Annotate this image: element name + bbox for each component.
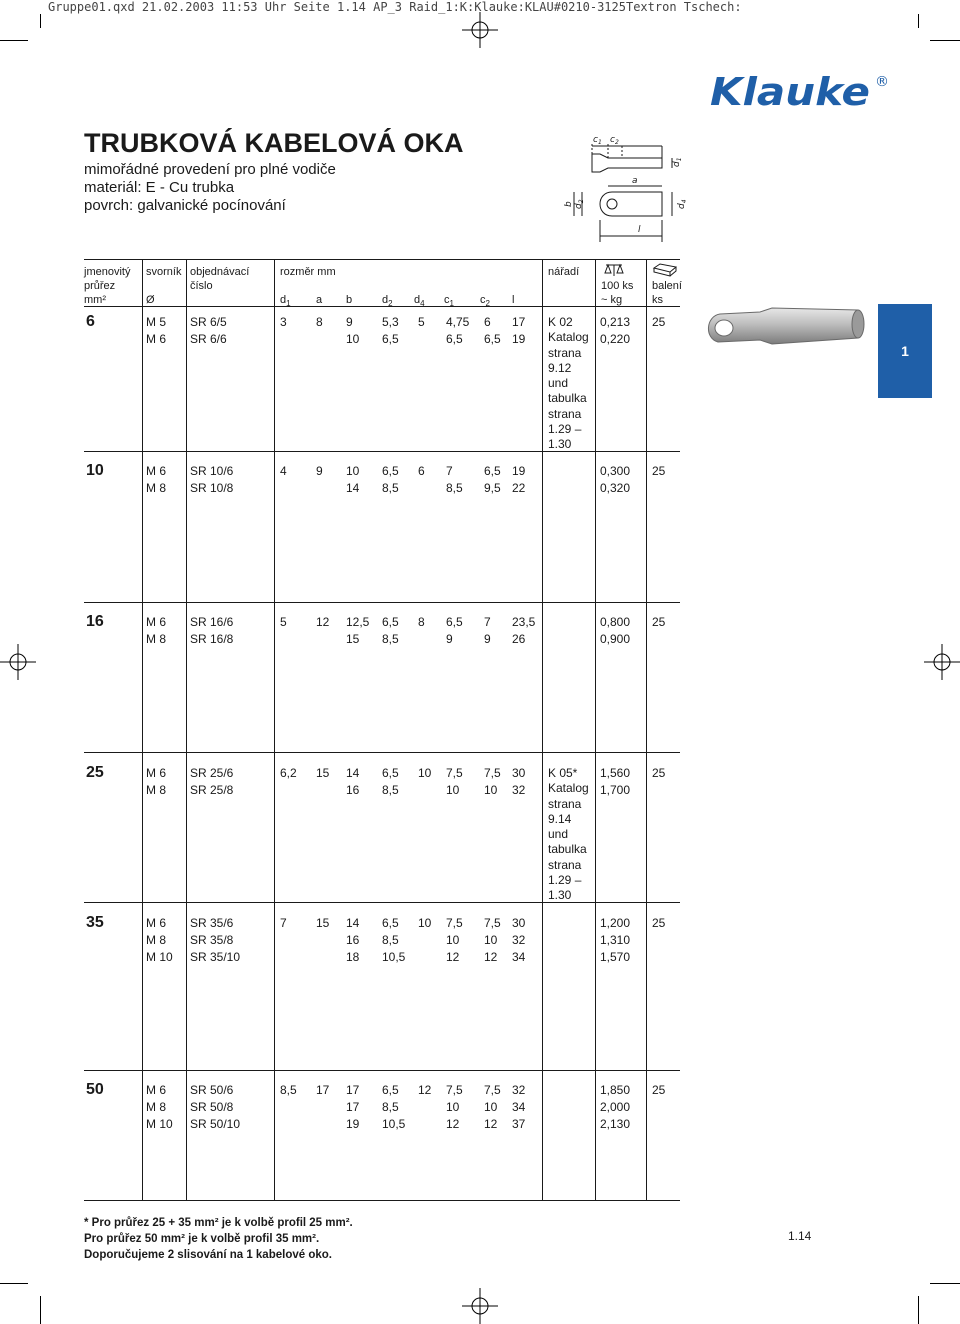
cell-d4: 8	[418, 615, 425, 629]
column-separator	[595, 259, 596, 306]
svg-text:d4	[677, 199, 688, 209]
col-stud-header-3: Ø	[146, 294, 155, 306]
column-separator	[186, 259, 187, 306]
cell-b: 16	[346, 783, 360, 797]
col-stud-header-1: svorník	[146, 266, 182, 278]
cell-stud: M 8	[146, 783, 167, 797]
col-tool-header: nářadí	[548, 266, 580, 278]
dim-label-sub: 1	[676, 157, 683, 162]
cell-pack: 25	[652, 766, 666, 780]
col-d2-header	[382, 293, 393, 308]
cell-pack: 25	[652, 464, 666, 478]
svg-text:d2	[574, 199, 585, 209]
col-a-header: a	[316, 294, 323, 306]
cell-d1: 8,5	[280, 1083, 297, 1097]
cell-d2: 8,5	[382, 1100, 399, 1114]
cell-b: 12,5	[346, 615, 370, 629]
crop-mark	[930, 40, 960, 41]
dim-label: a	[632, 176, 638, 186]
col-d2-sub: 2	[388, 299, 393, 308]
cell-stud: M 6	[146, 332, 167, 346]
scale-icon	[604, 263, 624, 277]
cell-d1: 7	[280, 916, 287, 930]
col-l-header: l	[512, 294, 515, 306]
cell-c1: 7,5	[446, 916, 463, 930]
cell-b: 10	[346, 332, 360, 346]
cell-l: 19	[512, 332, 526, 346]
cell-b: 14	[346, 766, 360, 780]
cell-l: 32	[512, 933, 526, 947]
cell-d2: 8,5	[382, 933, 399, 947]
subtitle-material: materiál: E - Cu trubka	[84, 179, 235, 196]
cell-b: 10	[346, 464, 360, 478]
dim-label: d	[672, 161, 682, 167]
cell-b: 17	[346, 1100, 360, 1114]
dim-label: d	[574, 203, 584, 209]
cell-c2: 6	[484, 315, 491, 329]
section-rule	[84, 451, 680, 452]
section-rule	[84, 602, 680, 603]
col-c1-header	[444, 293, 454, 308]
cell-kg: 0,320	[600, 481, 631, 495]
cell-tool: K 05* Katalog strana 9.14 und tabulka strana 1.29 – 1.30	[548, 766, 589, 903]
cell-c2: 7	[484, 615, 491, 629]
subtitle-surface: povrch: galvanické pocínování	[84, 197, 286, 214]
cell-pack: 25	[652, 315, 666, 329]
svg-text:c1	[593, 135, 602, 146]
crop-mark	[0, 40, 28, 41]
cell-c2: 9	[484, 632, 491, 646]
cell-b: 18	[346, 950, 360, 964]
col-c2-header	[480, 293, 490, 308]
cell-b: 14	[346, 916, 360, 930]
cell-l: 32	[512, 783, 526, 797]
column-separator	[646, 306, 647, 1200]
col-d1-label: d	[280, 294, 287, 306]
cell-d4: 10	[418, 916, 432, 930]
cell-d2: 10,5	[382, 1117, 406, 1131]
svg-text:d1	[672, 157, 683, 167]
cell-tool: K 02 Katalog strana 9.12 und tabulka strana 1.29 – 1.30	[548, 315, 589, 452]
cell-stud: M 6	[146, 766, 167, 780]
col-c2-label: c	[480, 294, 486, 306]
subtitle-conductor: mimořádné provedení pro plné vodiče	[84, 161, 336, 178]
cell-d1: 3	[280, 315, 287, 329]
cell-kg: 1,560	[600, 766, 631, 780]
cell-pack: 25	[652, 1083, 666, 1097]
section-cross-section: 10	[86, 462, 104, 479]
dim-label-sub: 2	[578, 199, 585, 204]
cell-order: SR 16/6	[190, 615, 234, 629]
svg-text:c2	[610, 135, 619, 146]
cell-c2: 7,5	[484, 916, 501, 930]
cell-kg: 2,000	[600, 1100, 631, 1114]
cell-d2: 6,5	[382, 615, 399, 629]
cell-c2: 10	[484, 783, 498, 797]
column-separator	[142, 306, 143, 1200]
cell-c1: 12	[446, 950, 460, 964]
col-d4-label: d	[414, 294, 421, 306]
column-separator	[542, 306, 543, 1200]
cell-c1: 10	[446, 1100, 460, 1114]
cell-c1: 9	[446, 632, 453, 646]
cell-b: 15	[346, 632, 360, 646]
cell-c1: 10	[446, 783, 460, 797]
cell-pack: 25	[652, 916, 666, 930]
registration-mark-icon	[0, 644, 36, 680]
cell-l: 19	[512, 464, 526, 478]
col-cross-header-3: mm²	[84, 294, 106, 306]
cell-c1: 12	[446, 1117, 460, 1131]
cell-d2: 6,5	[382, 766, 399, 780]
dim-label: b	[564, 201, 574, 207]
section-rule	[84, 1070, 680, 1071]
cell-stud: M 6	[146, 1083, 167, 1097]
col-cross-header-2: průřez	[84, 280, 116, 292]
cell-d2: 5,3	[382, 315, 399, 329]
cell-c2: 10	[484, 1100, 498, 1114]
cell-kg: 0,220	[600, 332, 631, 346]
cell-d2: 8,5	[382, 783, 399, 797]
cell-a: 8	[316, 315, 323, 329]
cell-c2: 6,5	[484, 332, 501, 346]
cell-d4: 12	[418, 1083, 432, 1097]
col-d2-label: d	[382, 294, 389, 306]
cell-l: 22	[512, 481, 526, 495]
cell-a: 17	[316, 1083, 330, 1097]
cell-kg: 1,570	[600, 950, 631, 964]
cell-a: 9	[316, 464, 323, 478]
page-title: TRUBKOVÁ KABELOVÁ OKA	[84, 128, 464, 158]
col-d4-sub: 4	[420, 299, 425, 308]
cell-stud: M 8	[146, 1100, 167, 1114]
cell-d2: 8,5	[382, 632, 399, 646]
cell-b: 19	[346, 1117, 360, 1131]
col-pack-header-1: balení	[652, 280, 682, 292]
cell-l: 30	[512, 766, 526, 780]
footnotes	[84, 1215, 353, 1263]
cell-d2: 8,5	[382, 481, 399, 495]
cell-c1: 7,5	[446, 766, 463, 780]
cell-d2: 6,5	[382, 332, 399, 346]
cell-c2: 6,5	[484, 464, 501, 478]
cell-l: 32	[512, 1083, 526, 1097]
cell-b: 9	[346, 315, 353, 329]
cell-order: SR 50/8	[190, 1100, 234, 1114]
col-pack-header-2: ks	[652, 294, 663, 306]
column-separator	[142, 259, 143, 306]
cell-l: 23,5	[512, 615, 536, 629]
cell-order: SR 50/6	[190, 1083, 234, 1097]
cell-kg: 1,850	[600, 1083, 631, 1097]
cell-order: SR 35/6	[190, 916, 234, 930]
header-top-rule	[84, 259, 680, 260]
cell-a: 15	[316, 766, 330, 780]
cell-order: SR 16/8	[190, 632, 234, 646]
cell-d2: 6,5	[382, 464, 399, 478]
footnote-3: Doporučujeme 2 slisování na 1 kabelové oko.	[84, 1249, 332, 1261]
column-separator	[595, 306, 596, 1200]
cell-c2: 7,5	[484, 766, 501, 780]
dim-label-sub: 2	[614, 139, 619, 146]
section-rule	[84, 902, 680, 903]
cell-d4: 10	[418, 766, 432, 780]
cell-c2: 12	[484, 950, 498, 964]
cell-c1: 4,75	[446, 315, 470, 329]
dim-label: d	[677, 203, 687, 209]
cell-d2: 10,5	[382, 950, 406, 964]
cell-l: 17	[512, 315, 526, 329]
cell-kg: 0,300	[600, 464, 631, 478]
section-cross-section: 35	[86, 914, 104, 931]
col-weight-header-1: 100 ks	[601, 280, 634, 292]
column-separator	[542, 259, 543, 306]
page-number: 1.14	[788, 1229, 812, 1243]
cell-c1: 7,5	[446, 1083, 463, 1097]
col-c2-sub: 2	[485, 299, 490, 308]
crop-mark	[40, 1296, 41, 1324]
dim-label-sub: 4	[681, 199, 688, 204]
dim-label-sub: 1	[597, 139, 602, 146]
print-slug: Gruppe01.qxd 21.02.2003 11:53 Uhr Seite 1.14 AP_3 Raid_1:K:Klauke:KLAU#0210-3125Textron Tschech:	[48, 0, 742, 14]
cell-c1: 8,5	[446, 481, 463, 495]
cell-order: SR 10/8	[190, 481, 234, 495]
cell-b: 14	[346, 481, 360, 495]
cell-order: SR 6/5	[190, 315, 227, 329]
crop-mark	[918, 1296, 919, 1324]
cell-d1: 5	[280, 615, 287, 629]
cell-stud: M 8	[146, 933, 167, 947]
col-dims-header: rozměr mm	[280, 266, 336, 278]
col-d1-sub: 1	[286, 299, 291, 308]
col-order-header-2: číslo	[190, 280, 213, 292]
cell-kg: 1,310	[600, 933, 631, 947]
cell-stud: M 10	[146, 950, 173, 964]
col-c1-sub: 1	[449, 299, 454, 308]
section-cross-section: 6	[86, 313, 95, 330]
cell-stud: M 5	[146, 315, 167, 329]
section-cross-section: 16	[86, 613, 104, 630]
cell-d4: 6	[418, 464, 425, 478]
cell-c1: 10	[446, 933, 460, 947]
cell-kg: 0,213	[600, 315, 631, 329]
cell-order: SR 35/10	[190, 950, 241, 964]
cell-order: SR 6/6	[190, 332, 227, 346]
col-order-header-1: objednávací	[190, 266, 250, 278]
cell-stud: M 10	[146, 1117, 173, 1131]
cell-d2: 6,5	[382, 916, 399, 930]
cell-order: SR 25/8	[190, 783, 234, 797]
cell-d1: 6,2	[280, 766, 297, 780]
crop-mark	[0, 1283, 28, 1284]
cell-c1: 6,5	[446, 332, 463, 346]
cell-l: 34	[512, 950, 526, 964]
cell-l: 37	[512, 1117, 526, 1131]
dim-label: c	[593, 135, 598, 145]
cell-order: SR 35/8	[190, 933, 234, 947]
cell-order: SR 10/6	[190, 464, 234, 478]
footnote-2: Pro průřez 50 mm² je k volbě profil 35 mm².	[84, 1233, 320, 1245]
cell-stud: M 6	[146, 615, 167, 629]
crop-mark	[930, 1283, 960, 1284]
cell-kg: 1,700	[600, 783, 631, 797]
cell-pack: 25	[652, 615, 666, 629]
cell-b: 16	[346, 933, 360, 947]
logo-text: Klauke	[710, 72, 870, 112]
col-weight-header-2: ~ kg	[601, 294, 623, 306]
cell-c2: 10	[484, 933, 498, 947]
col-d4-header	[414, 293, 425, 308]
column-separator	[274, 259, 275, 306]
dim-label: l	[638, 225, 641, 235]
cell-stud: M 8	[146, 632, 167, 646]
cell-kg: 0,900	[600, 632, 631, 646]
col-d1-header	[280, 293, 291, 308]
chapter-tab: 1	[878, 304, 932, 398]
cell-kg: 2,130	[600, 1117, 631, 1131]
cell-stud: M 6	[146, 464, 167, 478]
cell-c1: 7	[446, 464, 453, 478]
col-b-header: b	[346, 294, 353, 306]
cell-a: 12	[316, 615, 330, 629]
dim-label: c	[610, 135, 615, 145]
cell-c1: 6,5	[446, 615, 463, 629]
cell-kg: 1,200	[600, 916, 631, 930]
registered-mark: ®	[875, 74, 889, 90]
cell-a: 15	[316, 916, 330, 930]
crop-mark	[40, 14, 41, 28]
cell-kg: 0,800	[600, 615, 631, 629]
klauke-logo	[710, 72, 892, 112]
cell-c2: 7,5	[484, 1083, 501, 1097]
column-separator	[646, 259, 647, 306]
registration-mark-icon	[924, 644, 960, 680]
cell-d2: 6,5	[382, 1083, 399, 1097]
cell-l: 30	[512, 916, 526, 930]
cell-l: 34	[512, 1100, 526, 1114]
footnote-1: * Pro průřez 25 + 35 mm² je k volbě profil 25 mm².	[84, 1217, 353, 1229]
cell-d4: 5	[418, 315, 425, 329]
col-cross-header-1: jmenovitý	[84, 266, 131, 278]
section-rule	[84, 752, 680, 753]
crop-mark	[918, 14, 919, 28]
cell-stud: M 6	[146, 916, 167, 930]
cell-order: SR 50/10	[190, 1117, 241, 1131]
column-separator	[186, 306, 187, 1200]
cell-c2: 12	[484, 1117, 498, 1131]
cell-l: 26	[512, 632, 526, 646]
lug-technical-drawing	[552, 132, 702, 244]
cell-order: SR 25/6	[190, 766, 234, 780]
cell-c2: 9,5	[484, 481, 501, 495]
cell-stud: M 8	[146, 481, 167, 495]
cell-b: 17	[346, 1083, 360, 1097]
section-cross-section: 25	[86, 764, 104, 781]
box-icon	[652, 263, 678, 277]
col-c1-label: c	[444, 294, 450, 306]
registration-mark-icon	[462, 1288, 498, 1324]
cable-lug-photo	[700, 300, 870, 358]
section-cross-section: 50	[86, 1081, 104, 1098]
registration-mark-icon	[462, 12, 498, 48]
section-rule	[84, 1200, 680, 1201]
cell-d1: 4	[280, 464, 287, 478]
column-separator	[274, 306, 275, 1200]
